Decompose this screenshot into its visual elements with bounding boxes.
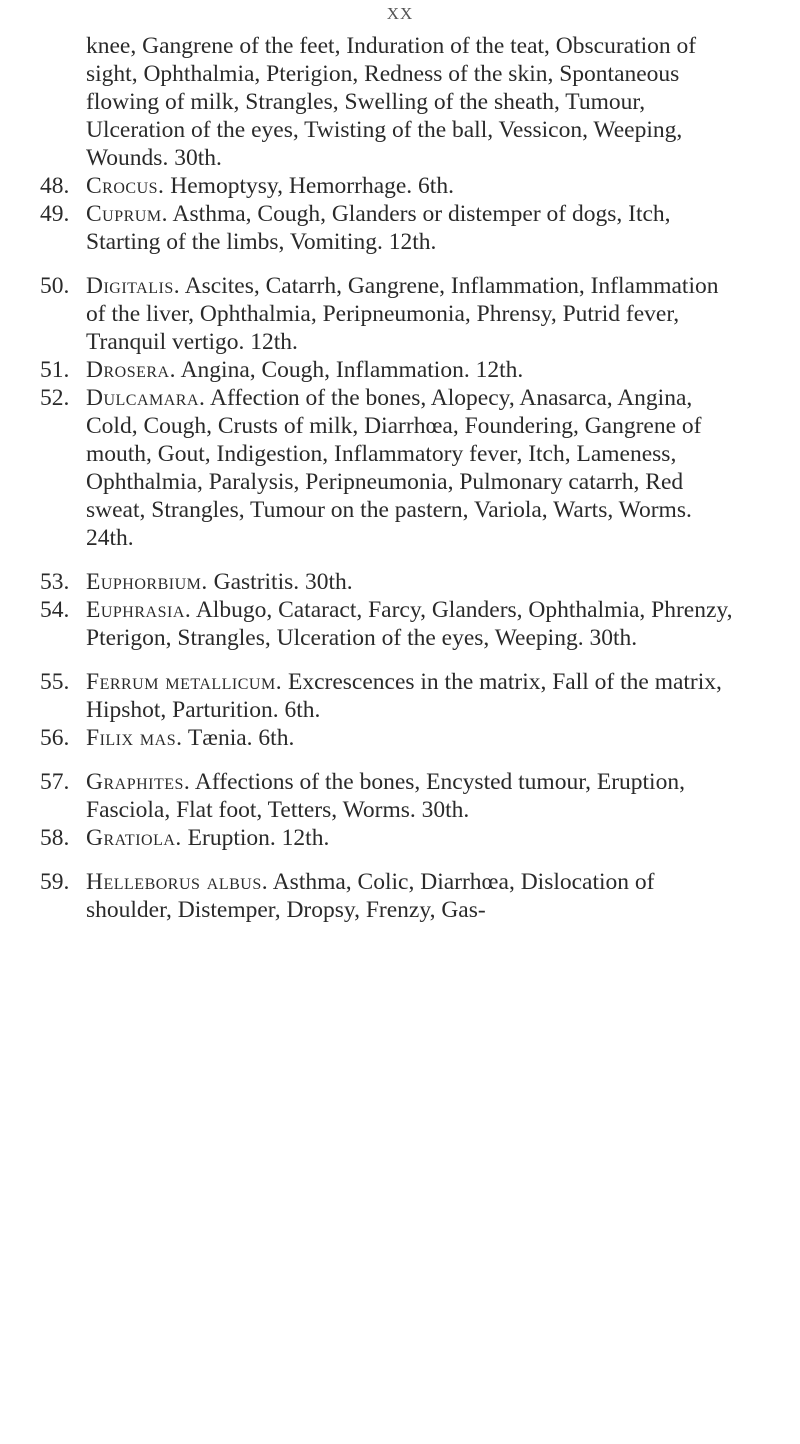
entry-57 (0, 768, 800, 824)
remedy-name: Cuprum. (86, 201, 168, 227)
entry-number: 54. (40, 597, 70, 623)
entry-58 (0, 824, 800, 852)
entry-number: 56. (40, 725, 70, 751)
remedy-name: Drosera. (86, 357, 176, 383)
page-text (0, 32, 800, 924)
entry-number: 51. (40, 357, 70, 383)
entry-text: Angina, Cough, Inflammation. 12th. (175, 357, 524, 383)
remedy-name: Filix mas. (86, 725, 183, 751)
entry-text: Albugo, Cataract, Farcy, Glanders, Ophthalmia, Phrenzy, Pterigon, Strangles, Ulceration of the eyes, Weeping. 30th. (86, 597, 733, 651)
entry-number: 50. (40, 273, 70, 299)
entry-number: 57. (40, 769, 70, 795)
entry-text: Asthma, Cough, Glanders or distemper of dogs, Itch, Starting of the limbs, Vomiting. 12th. (86, 201, 671, 255)
entry-number: 53. (40, 569, 70, 595)
remedy-name: Gratiola. (86, 825, 182, 851)
remedy-name: Dulcamara. (86, 385, 206, 411)
entry-text: Affections of the bones, Encysted tumour, Eruption, Fasciola, Flat foot, Tetters, Worms. 30th. (86, 769, 685, 823)
entry-54 (0, 596, 800, 652)
entry-text: Eruption. 12th. (181, 825, 330, 851)
remedy-name: Euphrasia. (86, 597, 192, 623)
entry-number: 49. (40, 201, 70, 227)
remedy-name: Crocus. (86, 173, 165, 199)
entry-text: Excrescences in the matrix, Fall of the matrix, Hipshot, Parturition. 6th. (86, 669, 722, 723)
remedy-name: Digitalis. (86, 273, 181, 299)
entry-51 (0, 356, 800, 384)
page-header: XX (386, 4, 414, 23)
remedy-name: Graphites. (86, 769, 191, 795)
entry-text: Gastritis. 30th. (207, 569, 353, 595)
entry-number: 55. (40, 669, 70, 695)
remedy-name: Euphorbium. (86, 569, 208, 595)
entry-52 (0, 384, 800, 552)
entry-number: 58. (40, 825, 70, 851)
entry-number: 52. (40, 385, 70, 411)
entry-text: Ascites, Catarrh, Gangrene, Inflammation, Inflammation of the liver, Ophthalmia, Peripneumonia, Phrensy, Putrid fever, Tranquil vertigo. 12th. (86, 273, 719, 355)
entry-text: Affection of the bones, Alopecy, Anasarca, Angina, Cold, Cough, Crusts of milk, Diarrhœa, Foundering, Gangrene of mouth, Gout, Indigestion, Inflammatory fever, Itch, Lameness, Ophthalmia, Paralysis, Peripneumonia, Pulmonary catarrh, Red sweat, Strangles, Tumour on the pastern, Variola, Warts, Worms. 24th. (86, 385, 702, 551)
entry-48 (0, 172, 800, 200)
entry-53 (0, 568, 800, 596)
entry-text: Tænia. 6th. (182, 725, 295, 751)
entry-number: 59. (40, 869, 70, 895)
remedy-name: Ferrum metallicum. (86, 669, 283, 695)
entry-text: Asthma, Colic, Diarrhœa, Dislocation of shoulder, Distemper, Dropsy, Frenzy, Gas- (86, 869, 655, 923)
entry-number: 48. (40, 173, 70, 199)
entry-56 (0, 724, 800, 752)
entry-59 (0, 868, 800, 924)
continuation-paragraph: knee, Gangrene of the feet, Induration of the teat, Obscuration of sight, Ophthalmia, Pterigion, Redness of the skin, Spontaneous flowing of milk, Strangles, Swelling of the sheath, Tumour, Ulceration of the eyes, Twisting of the ball, Vessicon, Weeping, Wounds. 30th. (86, 33, 697, 171)
entry-55 (0, 668, 800, 724)
entry-50 (0, 272, 800, 356)
remedy-name: Helleborus albus. (86, 869, 269, 895)
entry-49 (0, 200, 800, 256)
entry-text: Hemoptysy, Hemorrhage. 6th. (164, 173, 454, 199)
